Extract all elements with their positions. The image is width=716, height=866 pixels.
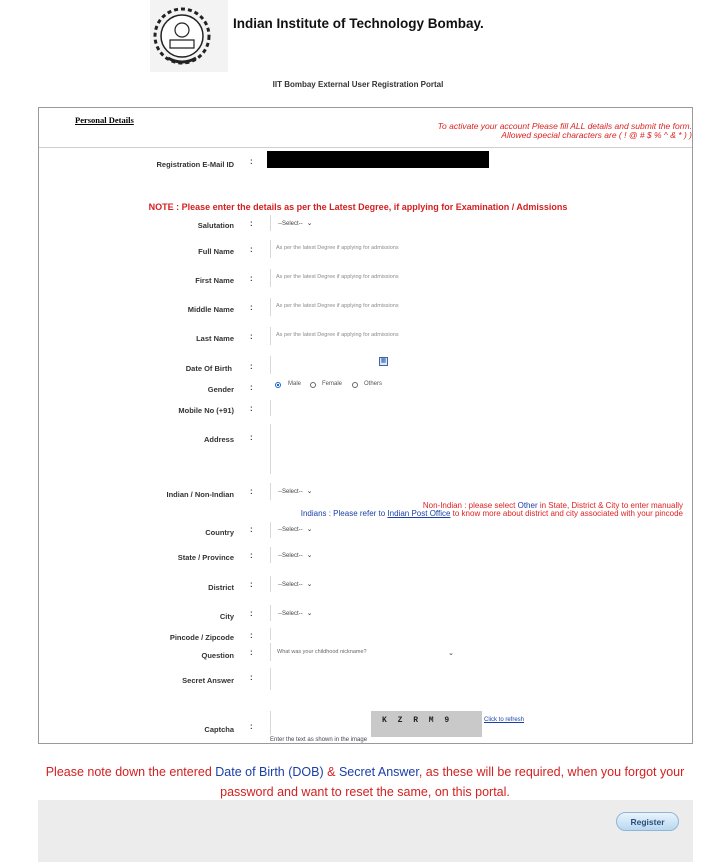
chevron-down-icon: ⌄ (306, 552, 313, 559)
colon: : (250, 362, 253, 371)
pincode-input[interactable] (270, 628, 271, 640)
field-border (270, 240, 271, 258)
indian-post-office-link[interactable]: Indian Post Office (387, 509, 451, 518)
activate-note (380, 122, 692, 140)
field-border (270, 522, 271, 538)
activate-note-line1: To activate your account Please fill ALL details and submit the form. (437, 121, 692, 131)
warning-part1: Please note down the entered (45, 765, 216, 779)
secret-answer-input[interactable] (270, 668, 271, 690)
colon: : (250, 487, 253, 496)
question-select[interactable] (277, 649, 454, 655)
middle-name-label: Middle Name (187, 305, 234, 314)
calendar-icon[interactable]: ▦ (380, 358, 387, 364)
state-select[interactable] (278, 551, 313, 559)
field-border (270, 269, 271, 287)
gender-radio-female[interactable] (310, 382, 316, 388)
portal-title: IIT Bombay External User Registration Portal (272, 80, 444, 89)
address-label: Address (203, 435, 234, 444)
country-value: --Select-- (278, 527, 303, 533)
captcha-hint: Enter the text as shown in the image (270, 737, 368, 743)
gender-label-male: Male (288, 381, 302, 387)
nonindian-note-part2: in State, District & City to enter manually (537, 501, 683, 510)
question-value: What was your childhood nickname? (277, 649, 367, 655)
gender-label: Gender (207, 385, 234, 394)
colon: : (250, 580, 253, 589)
captcha-input[interactable] (270, 711, 271, 735)
chevron-down-icon: ⌄ (306, 488, 313, 495)
colon: : (250, 404, 253, 413)
captcha-label: Captcha (204, 725, 234, 734)
pincode-label: Pincode / Zipcode (169, 633, 234, 642)
chevron-down-icon: ⌄ (306, 220, 313, 227)
chevron-down-icon: ⌄ (448, 650, 454, 657)
salutation-label: Salutation (197, 221, 234, 230)
colon: : (250, 383, 253, 392)
captcha-refresh-link[interactable]: Click to refresh (484, 717, 525, 723)
chevron-down-icon: ⌄ (306, 526, 313, 533)
field-border (270, 215, 271, 231)
nationality-select[interactable] (278, 487, 313, 495)
colon: : (250, 722, 253, 731)
city-value: --Select-- (278, 611, 303, 617)
field-border (270, 483, 271, 500)
nonindian-note-other: Other (517, 501, 538, 510)
degree-note: NOTE : Please enter the details as per the Latest Degree, if applying for Examination / Admissions (148, 202, 568, 212)
colon: : (250, 673, 253, 682)
gender-radio-male[interactable] (275, 382, 281, 388)
nationality-value: --Select-- (278, 489, 303, 495)
gender-label-others: Others (364, 381, 383, 387)
city-select[interactable] (278, 609, 313, 617)
colon: : (250, 157, 253, 166)
field-border (270, 605, 271, 621)
indians-note (258, 509, 683, 518)
colon: : (250, 609, 253, 618)
colon: : (250, 274, 253, 283)
email-field[interactable] (267, 151, 489, 168)
district-value: --Select-- (278, 582, 303, 588)
activate-note-line2: Allowed special characters are ( ! @ # $ % ^ & * ) ) (501, 130, 692, 140)
colon: : (250, 551, 253, 560)
city-label: City (219, 612, 234, 621)
captcha-image: K Z R M 9 (371, 711, 482, 737)
colon: : (250, 332, 253, 341)
institute-name: Indian Institute of Technology Bombay. (233, 16, 484, 31)
warning-secret: Secret Answer (338, 765, 419, 779)
country-select[interactable] (278, 525, 313, 533)
first-name-label: First Name (195, 276, 234, 285)
middle-name-input[interactable]: As per the latest Degree if applying for admissions (276, 303, 399, 309)
nationality-label: Indian / Non-Indian (166, 490, 234, 499)
colon: : (250, 303, 253, 312)
colon: : (250, 631, 253, 640)
state-label: State / Province (177, 553, 234, 562)
district-label: District (208, 583, 234, 592)
reset-warning (30, 762, 700, 802)
chevron-down-icon: ⌄ (306, 610, 313, 617)
field-border (270, 576, 271, 592)
warning-part2: & (323, 765, 339, 779)
gender-label-female: Female (322, 381, 343, 387)
dob-input[interactable] (270, 356, 271, 374)
warning-part3: , as these will be required, when you forgot your password and want to reset the same, on this portal. (220, 765, 685, 799)
full-name-label: Full Name (198, 247, 234, 256)
field-border (270, 547, 271, 563)
dob-label: Date Of Birth (185, 364, 232, 373)
last-name-label: Last Name (196, 334, 234, 343)
address-textarea[interactable] (270, 424, 271, 474)
email-label: Registration E-Mail ID (156, 160, 234, 169)
field-border (270, 643, 271, 661)
last-name-input[interactable]: As per the latest Degree if applying for admissions (276, 332, 399, 338)
indians-note-part2: to know more about district and city associated with your pincode (450, 509, 683, 518)
field-border (270, 327, 271, 345)
iitb-emblem-icon (150, 0, 228, 72)
colon: : (250, 433, 253, 442)
field-border (270, 298, 271, 316)
register-button[interactable]: Register (616, 812, 679, 831)
first-name-input[interactable]: As per the latest Degree if applying for admissions (276, 274, 399, 280)
footer-bar (38, 800, 693, 862)
chevron-down-icon: ⌄ (306, 581, 313, 588)
district-select[interactable] (278, 580, 313, 588)
country-label: Country (205, 528, 234, 537)
state-value: --Select-- (278, 553, 303, 559)
colon: : (250, 219, 253, 228)
full-name-input[interactable]: As per the latest Degree if applying for admissions (276, 245, 399, 251)
question-label: Question (201, 651, 234, 660)
mobile-input[interactable] (270, 400, 271, 416)
warning-dob: Date of Birth (DOB) (215, 765, 324, 779)
secret-answer-label: Secret Answer (182, 676, 234, 685)
indians-note-part1: Indians : Please refer to (300, 509, 388, 518)
section-title: Personal Details (75, 115, 134, 125)
mobile-label: Mobile No (+91) (178, 406, 234, 415)
nonindian-note-part1: Non-Indian : please select (422, 501, 518, 510)
colon: : (250, 525, 253, 534)
salutation-value: --Select-- (278, 221, 303, 227)
colon: : (250, 245, 253, 254)
section-divider (39, 147, 692, 148)
gender-radio-others[interactable] (352, 382, 358, 388)
salutation-select[interactable] (278, 219, 313, 227)
colon: : (250, 648, 253, 657)
